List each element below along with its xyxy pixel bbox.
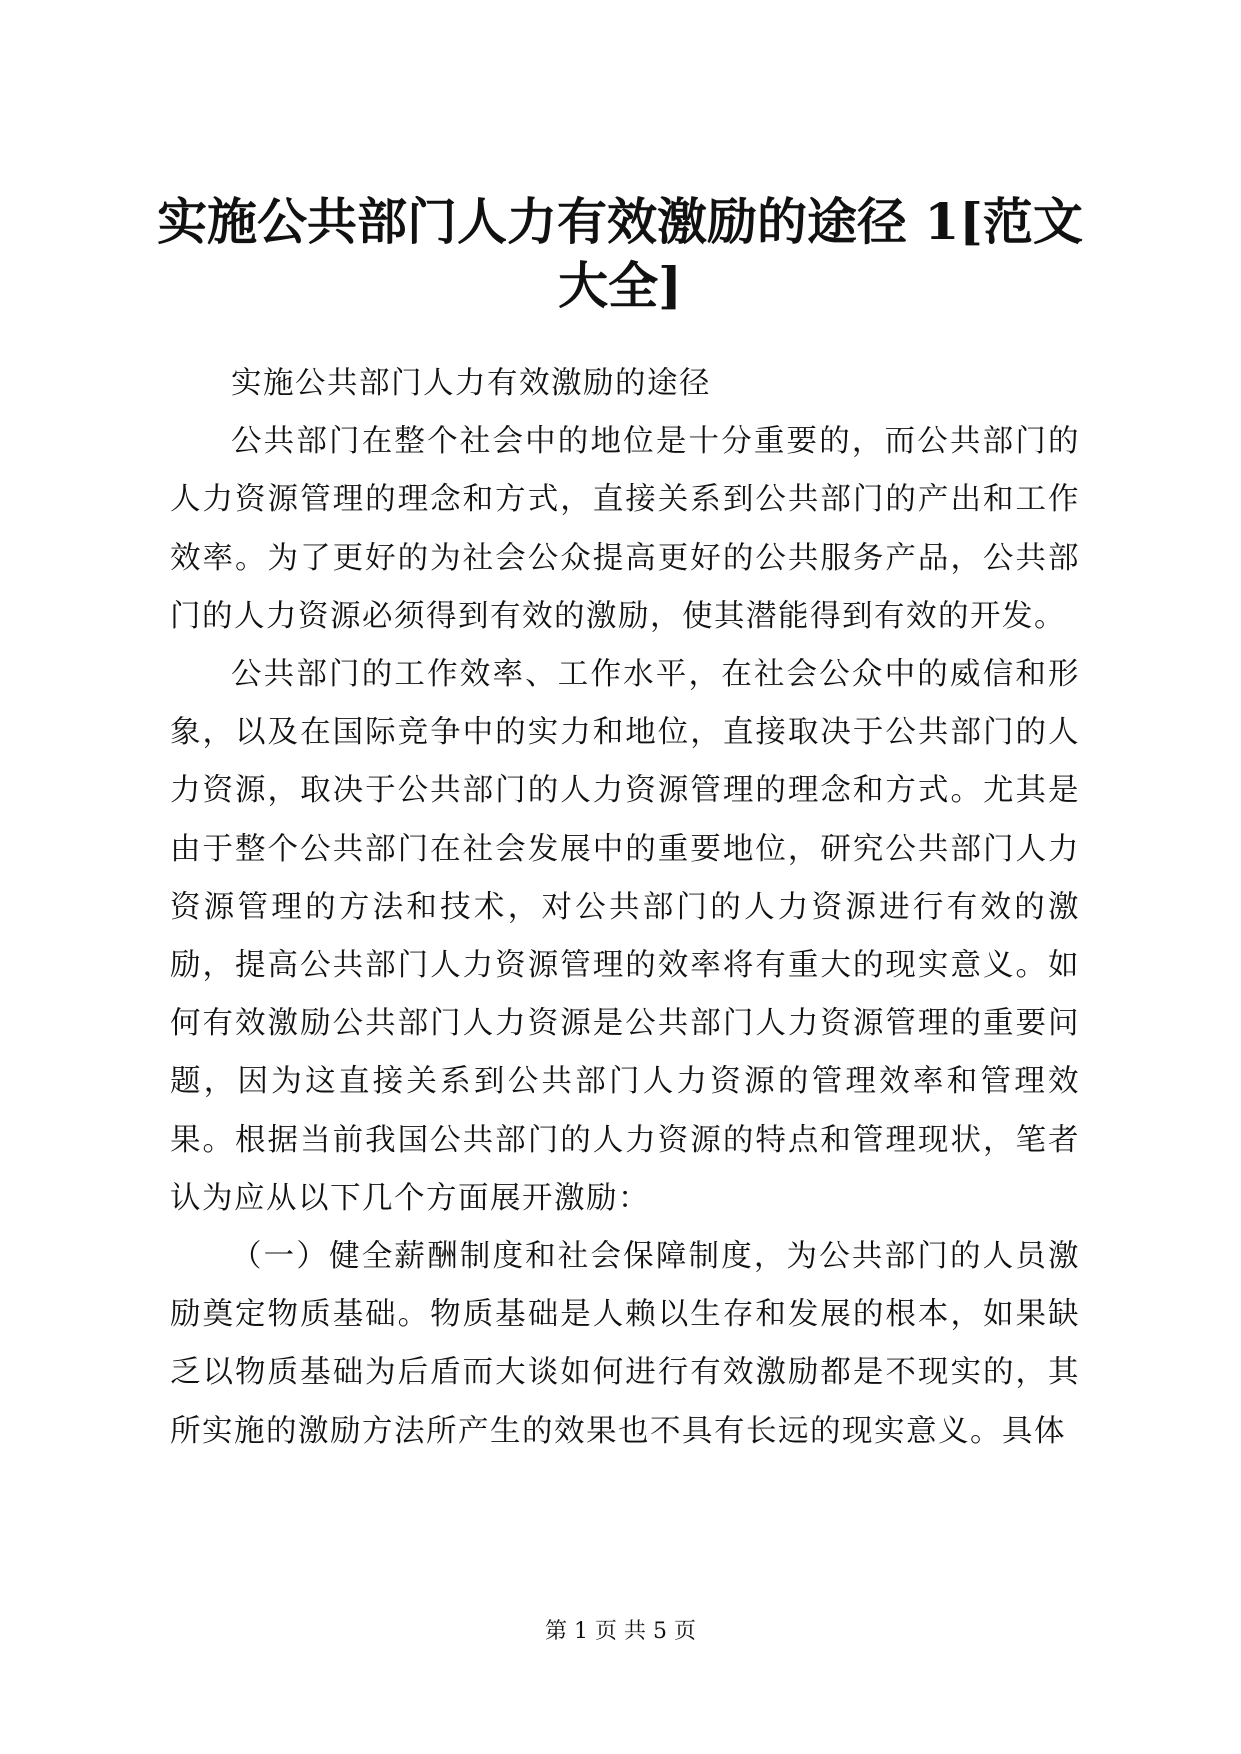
paragraph: 公共部门的工作效率、工作水平，在社会公众中的威信和形象，以及在国际竞争中的实力和地位，直接取决于公共部门的人力资源，取决于公共部门的人力资源管理的理念和方式。尤其是由于整个公共部门在社会发展中的重要地位，研究公共部门人力资源管理的方法和技术，对公共部门的人力资源进行有效的激励，提高公共部门人力资源管理的效率将有重大的现实意义。如何有效激励公共部门人力资源是公共部门人力资源管理的重要问题，因为这直接关系到公共部门人力资源的管理效率和管理效果。根据当前我国公共部门的人力资源的特点和管理现状，笔者认为应从以下几个方面展开激励： (170, 657, 1080, 1216)
paragraph: （一）健全薪酬制度和社会保障制度，为公共部门的人员激励奠定物质基础。物质基础是人赖以生存和发展的根本，如果缺乏以物质基础为后盾而大谈如何进行有效激励都是不现实的，其所实施的激励方法所产生的效果也不具有长远的现实意义。具体 (170, 1239, 1080, 1449)
paragraph-subtitle: 实施公共部门人力有效激励的途径 (231, 366, 711, 401)
document-title: 实施公共部门人力有效激励的途径 1[范文大全] (157, 192, 1083, 315)
paragraph: 公共部门在整个社会中的地位是十分重要的，而公共部门的人力资源管理的理念和方式，直接关系到公共部门的产出和工作效率。为了更好的为社会公众提高更好的公共服务产品，公共部门的人力资源必须得到有效的激励，使其潜能得到有效的开发。 (170, 424, 1080, 634)
page-footer: 第 1 页 共 5 页 (545, 1619, 696, 1644)
document-body (170, 355, 1080, 1461)
